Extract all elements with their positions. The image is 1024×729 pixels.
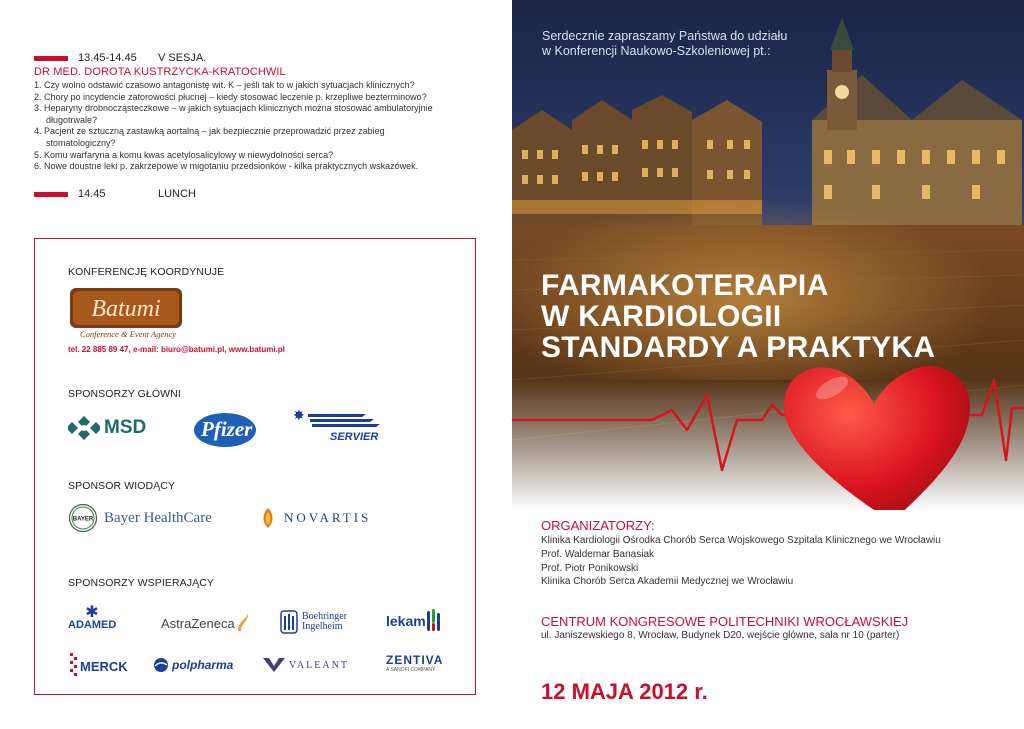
- lekam-logo: [386, 607, 442, 635]
- valeant-v-icon: [263, 657, 285, 673]
- msd-wordmark: MSD: [104, 417, 147, 438]
- contact-line: tel. 22 885 89 47, e-mail: biuro@batumi.pl, www.batumi.pl: [68, 345, 285, 354]
- venue-address: ul. Janiszewskiego 8, Wrocław, Budynek D20, wejście główne, sala nr 10 (parter): [541, 630, 900, 641]
- msd-logo: [68, 415, 146, 441]
- agenda-item: 4. Pacjent ze sztuczną zastawką aortalną – jak bezpiecznie przeprowadzić przez zabieg: [34, 126, 385, 137]
- agenda-item: długotrwale?: [46, 114, 98, 125]
- servier-emblem-icon: [288, 406, 388, 446]
- session-time: 13.45-14.45: [78, 52, 137, 64]
- title-line: W KARDIOLOGII: [541, 300, 782, 333]
- pfizer-logo: [192, 411, 253, 441]
- novartis-flame-icon: [258, 506, 278, 530]
- organizers-list: [541, 534, 941, 589]
- batumi-tagline: Conference & Event Agency: [79, 329, 177, 339]
- zentiva-wordmark: ZENTIVA: [386, 653, 444, 667]
- boehringer-building-icon: [280, 610, 298, 634]
- bayer-cross-icon: [68, 503, 98, 533]
- right-page: [512, 0, 1024, 729]
- session-row: [34, 188, 196, 200]
- bayer-logo: [68, 503, 212, 533]
- main-sponsors-heading: SPONSORZY GŁÓWNI: [68, 388, 181, 400]
- msd-emblem-icon: [68, 415, 100, 441]
- organizer-item: Klinika Kardiologii Ośrodka Chorób Serca Wojskowego Szpitala Klinicznego we Wrocławiu: [541, 535, 941, 546]
- organizer-item: Prof. Piotr Ponikowski: [541, 562, 639, 574]
- support-sponsors-heading: SPONSORZY WSPIERAJĄCY: [68, 577, 215, 589]
- batumi-wordmark: Batumi: [91, 296, 161, 322]
- zentiva-logo: [386, 653, 443, 673]
- astrazeneca-wordmark: AstraZeneca: [161, 615, 235, 631]
- title-line: STANDARDY A PRAKTYKA: [541, 331, 936, 364]
- organizer-item: Prof. Waldemar Banasiak: [541, 548, 655, 560]
- astrazeneca-logo: [161, 611, 251, 635]
- agenda-item: 6. Nowe doustne leki p. zakrzepowe w migotaniu przedsionków - kilka praktycznych wskazówek.: [34, 161, 419, 172]
- polpharma-wordmark: polpharma: [172, 658, 234, 672]
- valeant-wordmark: VALEANT: [289, 659, 349, 671]
- lead-sponsor-heading: SPONSOR WIODĄCY: [68, 480, 176, 492]
- zentiva-tagline: A SANOFI COMPANY: [386, 667, 436, 673]
- lekam-vials-icon: [426, 607, 442, 635]
- agenda-item: 1. Czy wolno odstawić czasowo antagonistę wit. K – jeśli tak to w jakich sytuacjach klinicznych?: [34, 80, 415, 90]
- coordinator-heading: KONFERENCJĘ KOORDYNUJE: [68, 266, 225, 278]
- bayer-wordmark: Bayer HealthCare: [104, 509, 212, 526]
- polpharma-logo: [153, 657, 233, 673]
- conference-title: [541, 270, 935, 363]
- invitation-line: w Konferencji Naukowo-Szkoleniowej pt.:: [542, 44, 771, 58]
- servier-wordmark: SERVIER: [330, 431, 379, 443]
- event-date: 12 MAJA 2012 r.: [541, 679, 708, 704]
- merck-logo: [68, 651, 128, 681]
- red-marker: [34, 56, 68, 61]
- polpharma-globe-icon: [153, 657, 169, 673]
- merck-wordmark: MERCK: [80, 658, 128, 674]
- boehringer-logo: [280, 610, 347, 634]
- session-title: V SESJA.: [158, 52, 207, 64]
- title-line: FARMAKOTERAPIA: [541, 269, 829, 302]
- boehringer-wordmark: [302, 612, 347, 632]
- svg-text:✸: ✸: [293, 407, 305, 423]
- boehringer-line2: Ingelheim: [302, 621, 343, 632]
- servier-logo: [288, 406, 388, 446]
- agenda-item: 3. Heparyny drobnocząsteczkowe – w jakich sytuacjach klinicznych można stosować ambulatoryjnie: [34, 103, 433, 114]
- agenda-item: 2. Chory po incydencie zatorowości płucnej – kiedy stosować leczenie p. krzepliwe bezterminowo?: [34, 91, 427, 102]
- venue-heading: CENTRUM KONGRESOWE POLITECHNIKI WROCŁAWSKIEJ: [541, 614, 909, 629]
- invitation-line: Serdecznie zapraszamy Państwa do udziału: [542, 29, 788, 43]
- session-title: LUNCH: [158, 188, 196, 200]
- valeant-logo: [263, 657, 349, 673]
- merck-dots-icon: [68, 651, 80, 681]
- invitation-text: [542, 29, 787, 59]
- organizers-heading: ORGANIZATORZY:: [541, 518, 655, 533]
- novartis-logo: [258, 506, 371, 530]
- speaker-name: DR MED. DOROTA KUSTRZYCKA-KRATOCHWIL: [34, 66, 286, 78]
- session-row: [34, 52, 206, 64]
- novartis-wordmark: NOVARTIS: [284, 510, 372, 525]
- lekam-wordmark: lekam: [386, 613, 426, 629]
- boehringer-line1: Boehringer: [302, 611, 347, 622]
- agenda-item: stomatologiczny?: [46, 137, 116, 148]
- wroclaw-market-square-photo: [512, 0, 1024, 510]
- astrazeneca-swirl-icon: [235, 611, 251, 635]
- batumi-logo: [68, 285, 186, 341]
- session-time: 14.45: [78, 188, 106, 200]
- organizer-item: Klinika Chorób Serca Akademii Medycznej we Wrocławiu: [541, 576, 794, 588]
- bayer-cross-text: BAYER: [72, 516, 94, 523]
- adamed-star-icon: [82, 603, 102, 619]
- red-marker: [34, 192, 68, 197]
- sponsor-box: [34, 238, 476, 695]
- adamed-wordmark: ADAMED: [68, 619, 117, 631]
- adamed-logo: [68, 603, 116, 631]
- agenda-list: [34, 80, 484, 173]
- pfizer-wordmark: Pfizer: [201, 417, 253, 441]
- svg-text:✱: ✱: [85, 604, 99, 619]
- agenda-item: 5. Komu warfaryna a komu kwas acetylosalicylowy w niewydolności serca?: [34, 149, 334, 160]
